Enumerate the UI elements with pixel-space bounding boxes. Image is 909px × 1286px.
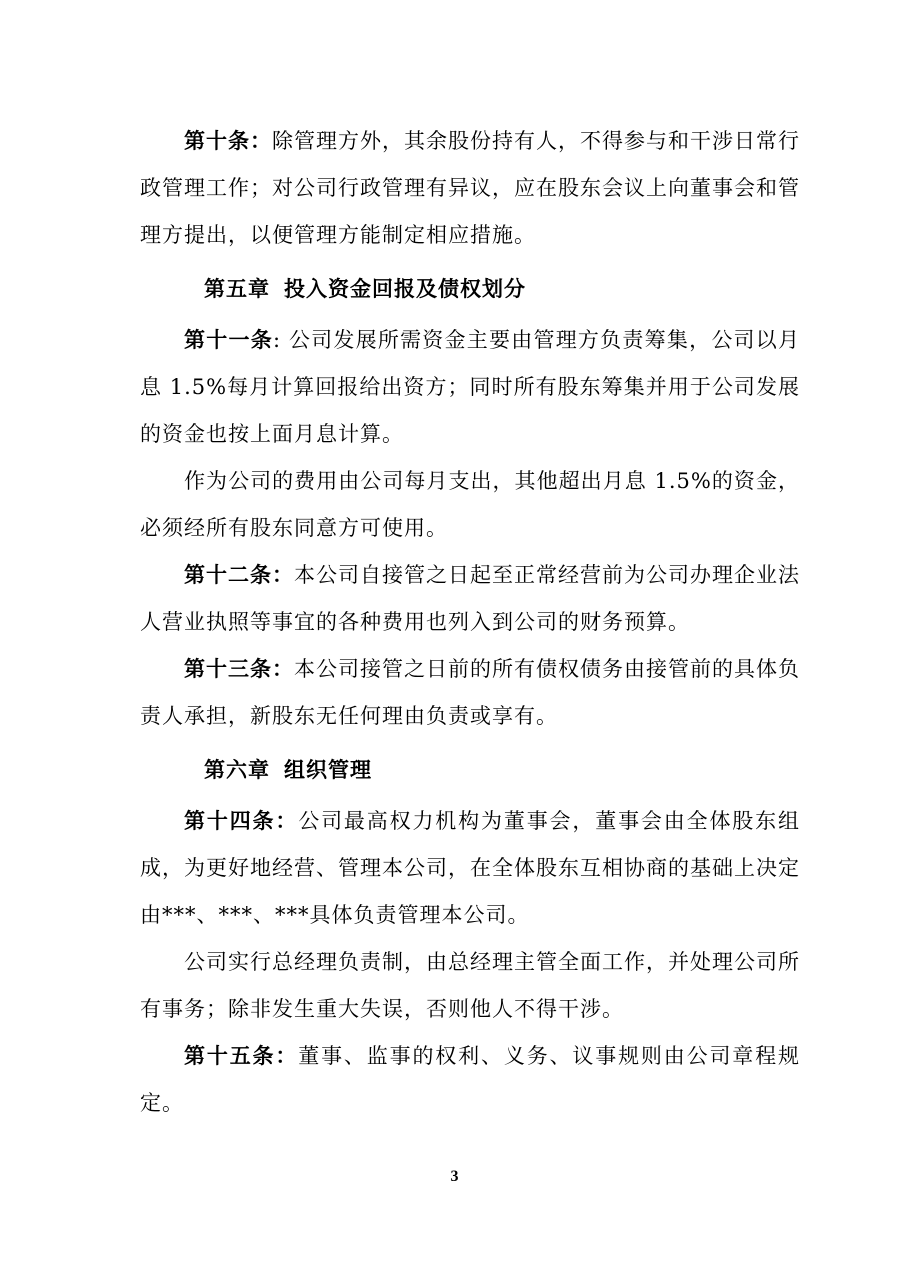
article-14-paragraph <box>140 939 800 1033</box>
chapter-5-heading <box>204 265 800 313</box>
article-text: 除管理方外，其余股份持有人，不得参与和干涉日常行政管理工作；对公司行政管理有异议，应在股东会议上向董事会和管理方提出，以便管理方能制定相应措施。 <box>140 129 800 247</box>
article-11-paragraph <box>140 458 800 552</box>
article-text: 本公司自接管之日起至正常经营前为公司办理企业法人营业执照等事宜的各种费用也列入到公司的财务预算。 <box>140 563 800 634</box>
article-text: : 公司发展所需资金主要由管理方负责筹集，公司以月息 1.5%每月计算回报给出资方；同时所有股东筹集并用于公司发展的资金也按上面月息计算。 <box>140 328 801 446</box>
chapter-number: 第六章 <box>204 758 270 782</box>
chapter-title: 投入资金回报及债权划分 <box>284 277 526 301</box>
article-label: 第十四条： <box>184 809 299 833</box>
article-label: 第十二条： <box>184 563 294 587</box>
chapter-6-heading <box>204 746 800 794</box>
article-label: 第十五条： <box>184 1044 299 1068</box>
chapter-number: 第五章 <box>204 277 270 301</box>
article-10 <box>140 118 800 259</box>
chapter-title: 组织管理 <box>284 758 372 782</box>
article-label: 第十三条： <box>184 657 294 681</box>
article-12 <box>140 552 800 646</box>
page-content <box>140 118 800 1127</box>
paragraph-text: 作为公司的费用由公司每月支出，其他超出月息 1.5%的资金，必须经所有股东同意方可使用。 <box>140 469 800 540</box>
article-label: 第十一条 <box>184 328 273 352</box>
article-text: 公司最高权力机构为董事会，董事会由全体股东组成，为更好地经营、管理本公司，在全体股东互相协商的基础上决定由***、***、***具体负责管理本公司。 <box>140 809 801 927</box>
article-13 <box>140 646 800 740</box>
article-label: 第十条： <box>184 129 272 153</box>
article-text: 董事、监事的权利、义务、议事规则由公司章程规定。 <box>140 1044 801 1115</box>
article-text: 本公司接管之日前的所有债权债务由接管前的具体负责人承担，新股东无任何理由负责或享有。 <box>140 657 800 728</box>
article-11 <box>140 317 800 458</box>
paragraph-text: 公司实行总经理负责制，由总经理主管全面工作，并处理公司所有事务；除非发生重大失误，否则他人不得干涉。 <box>140 950 800 1021</box>
article-14 <box>140 798 800 939</box>
article-15 <box>140 1033 800 1127</box>
page-number: 3 <box>450 1168 459 1185</box>
